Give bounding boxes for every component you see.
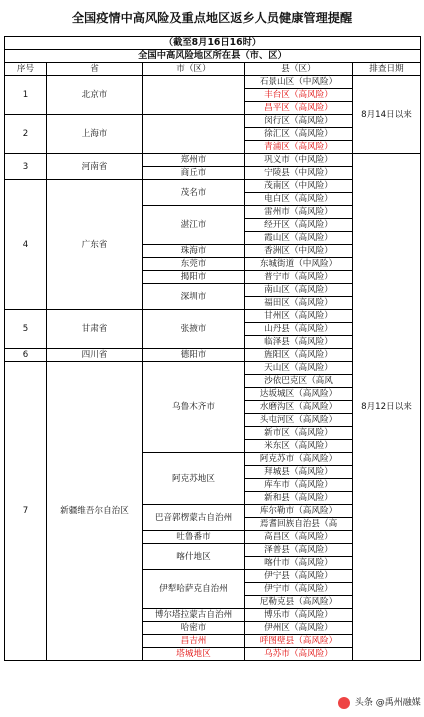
province-cell: 河南省 bbox=[47, 154, 143, 180]
county-cell: 东城街道（中风险） bbox=[245, 258, 353, 271]
province-cell: 甘肃省 bbox=[47, 310, 143, 349]
city-cell: 阿克苏地区 bbox=[143, 453, 245, 505]
province-cell: 新疆维吾尔自治区 bbox=[47, 362, 143, 661]
header-date: 排查日期 bbox=[353, 63, 421, 76]
county-cell: 头屯河区（高风险） bbox=[245, 414, 353, 427]
city-cell: 东莞市 bbox=[143, 258, 245, 271]
city-cell: 揭阳市 bbox=[143, 271, 245, 284]
county-cell: 库车市（高风险） bbox=[245, 479, 353, 492]
city-cell: 吐鲁番市 bbox=[143, 531, 245, 544]
header-row bbox=[5, 63, 421, 76]
county-cell: 尼勒克县（高风险） bbox=[245, 596, 353, 609]
county-cell: 甘州区（高风险） bbox=[245, 310, 353, 323]
county-cell: 雷州市（高风险） bbox=[245, 206, 353, 219]
row-index: 3 bbox=[5, 154, 47, 180]
county-cell: 沙依巴克区（高风 bbox=[245, 375, 353, 388]
county-cell: 福田区（高风险） bbox=[245, 297, 353, 310]
city-cell: 喀什地区 bbox=[143, 544, 245, 570]
city-cell bbox=[143, 115, 245, 154]
county-cell: 山丹县（高风险） bbox=[245, 323, 353, 336]
city-cell: 乌鲁木齐市 bbox=[143, 362, 245, 453]
county-cell: 香洲区（中风险） bbox=[245, 245, 353, 258]
county-cell: 徐汇区（高风险） bbox=[245, 128, 353, 141]
county-cell: 焉耆回族自治县（高 bbox=[245, 518, 353, 531]
county-cell: 博乐市（高风险） bbox=[245, 609, 353, 622]
city-cell: 博尔塔拉蒙古自治州 bbox=[143, 609, 245, 622]
county-cell: 阿克苏市（高风险） bbox=[245, 453, 353, 466]
county-cell: 丰台区（高风险） bbox=[245, 89, 353, 102]
county-cell: 乌苏市（高风险） bbox=[245, 648, 353, 661]
county-cell: 巩义市（中风险） bbox=[245, 154, 353, 167]
logo-icon bbox=[338, 697, 350, 709]
county-cell: 新市区（高风险） bbox=[245, 427, 353, 440]
header-index: 序号 bbox=[5, 63, 47, 76]
county-cell: 普宁市（高风险） bbox=[245, 271, 353, 284]
county-cell: 电白区（高风险） bbox=[245, 193, 353, 206]
city-cell: 巴音郭楞蒙古自治州 bbox=[143, 505, 245, 531]
table-subtitle: 全国中高风险地区所在县（市、区） bbox=[5, 50, 421, 63]
source-watermark bbox=[336, 694, 424, 712]
county-cell: 经开区（高风险） bbox=[245, 219, 353, 232]
county-cell: 霞山区（高风险） bbox=[245, 232, 353, 245]
county-cell: 伊州区（高风险） bbox=[245, 622, 353, 635]
county-cell: 米东区（高风险） bbox=[245, 440, 353, 453]
county-cell: 天山区（高风险） bbox=[245, 362, 353, 375]
city-cell: 伊犁哈萨克自治州 bbox=[143, 570, 245, 609]
row-index: 6 bbox=[5, 349, 47, 362]
city-cell: 哈密市 bbox=[143, 622, 245, 635]
county-cell: 闵行区（高风险） bbox=[245, 115, 353, 128]
county-cell: 旌阳区（高风险） bbox=[245, 349, 353, 362]
city-cell: 深圳市 bbox=[143, 284, 245, 310]
county-cell: 伊宁县（高风险） bbox=[245, 570, 353, 583]
city-cell: 德阳市 bbox=[143, 349, 245, 362]
county-cell: 呼图壁县（高风险） bbox=[245, 635, 353, 648]
header-province: 省 bbox=[47, 63, 143, 76]
page-title: 全国疫情中高风险及重点地区返乡人员健康管理提醒 bbox=[71, 11, 353, 25]
county-cell: 石景山区（中风险） bbox=[245, 76, 353, 89]
county-cell: 达坂城区（高风险） bbox=[245, 388, 353, 401]
city-cell: 珠海市 bbox=[143, 245, 245, 258]
county-cell: 昌平区（高风险） bbox=[245, 102, 353, 115]
county-cell: 拜城县（高风险） bbox=[245, 466, 353, 479]
date-cell: 8月14日以来 bbox=[353, 76, 421, 154]
subtitle-row bbox=[5, 50, 421, 63]
province-cell: 北京市 bbox=[47, 76, 143, 115]
province-cell: 上海市 bbox=[47, 115, 143, 154]
date-cell: 8月12日以来 bbox=[353, 154, 421, 661]
city-cell bbox=[143, 76, 245, 115]
city-cell: 商丘市 bbox=[143, 167, 245, 180]
county-cell: 伊宁市（高风险） bbox=[245, 583, 353, 596]
county-cell: 茂南区（中风险） bbox=[245, 180, 353, 193]
county-cell: 泽普县（高风险） bbox=[245, 544, 353, 557]
province-cell: 广东省 bbox=[47, 180, 143, 310]
header-county: 县（区） bbox=[245, 63, 353, 76]
county-cell: 青浦区（高风险） bbox=[245, 141, 353, 154]
county-cell: 高昌区（高风险） bbox=[245, 531, 353, 544]
header-city: 市（区） bbox=[143, 63, 245, 76]
county-cell: 临泽县（高风险） bbox=[245, 336, 353, 349]
row-index: 4 bbox=[5, 180, 47, 310]
row-index: 2 bbox=[5, 115, 47, 154]
city-cell: 塔城地区 bbox=[143, 648, 245, 661]
city-cell: 郑州市 bbox=[143, 154, 245, 167]
county-cell: 喀什市（高风险） bbox=[245, 557, 353, 570]
city-cell: 昌吉州 bbox=[143, 635, 245, 648]
row-index: 7 bbox=[5, 362, 47, 661]
county-cell: 库尔勒市（高风险） bbox=[245, 505, 353, 518]
source-text: 头条 @禹州融媒 bbox=[354, 698, 421, 708]
row-index: 1 bbox=[5, 76, 47, 115]
county-cell: 宁陵县（中风险） bbox=[245, 167, 353, 180]
province-cell: 四川省 bbox=[47, 349, 143, 362]
city-cell: 张掖市 bbox=[143, 310, 245, 349]
county-cell: 新和县（高风险） bbox=[245, 492, 353, 505]
as-of-text: （截至8月16日16时） bbox=[5, 37, 421, 50]
city-cell: 湛江市 bbox=[143, 206, 245, 245]
county-cell: 水磨沟区（高风险） bbox=[245, 401, 353, 414]
county-cell: 南山区（高风险） bbox=[245, 284, 353, 297]
as-of-row bbox=[5, 37, 421, 50]
table-row bbox=[5, 154, 421, 167]
row-index: 5 bbox=[5, 310, 47, 349]
risk-table bbox=[4, 36, 421, 661]
city-cell: 茂名市 bbox=[143, 180, 245, 206]
table-row bbox=[5, 76, 421, 89]
